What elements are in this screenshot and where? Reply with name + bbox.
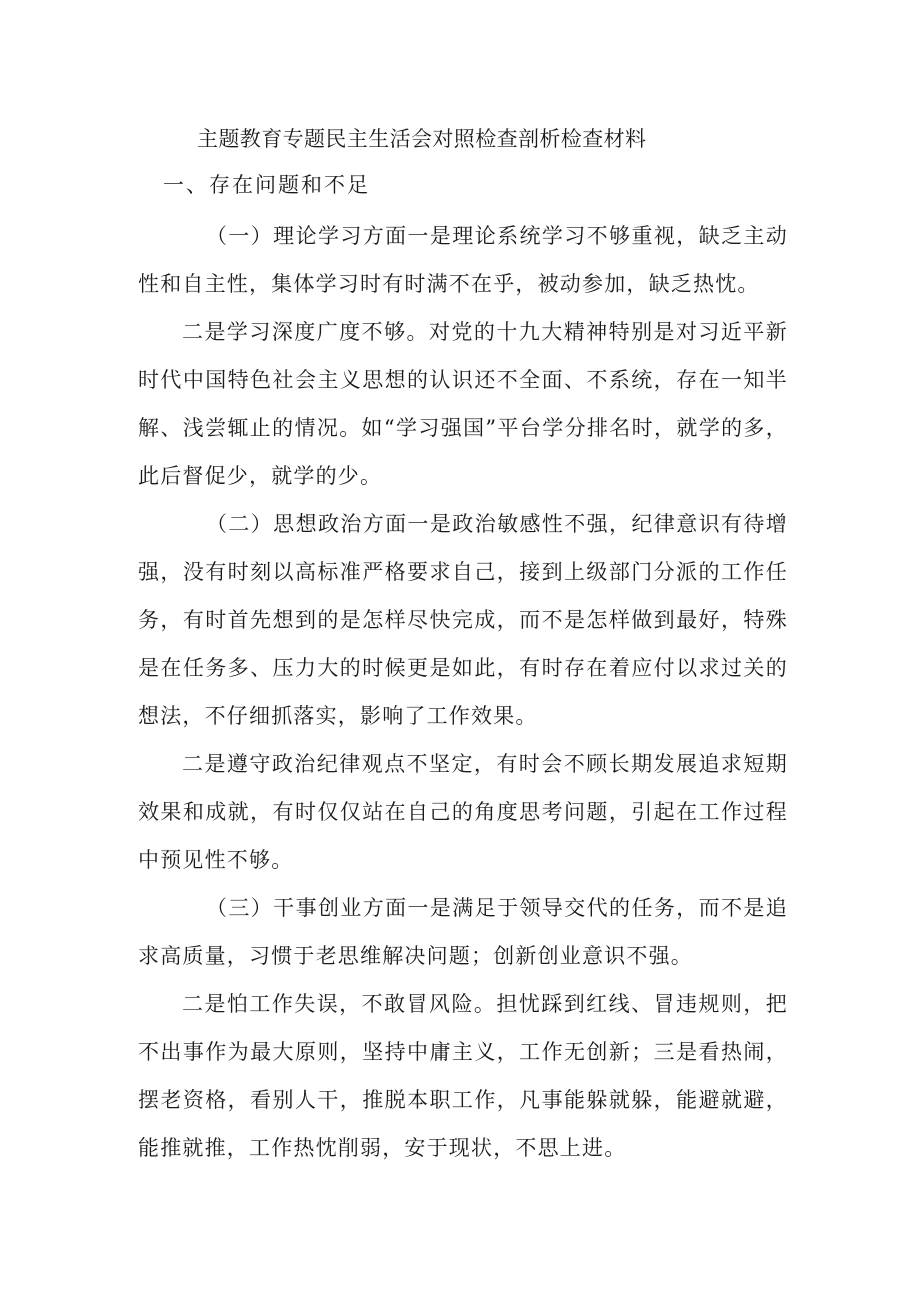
section-heading: 一、存在问题和不足	[163, 173, 370, 197]
document-title: 主题教育专题民主生活会对照检查剖析检查材料	[197, 127, 647, 151]
paragraph-theory-study-1: （一）理论学习方面一是理论系统学习不够重视，缺乏主动性和自主性，集体学习时有时满不在乎，被动参加，缺乏热忱。	[138, 224, 788, 296]
paragraph-political-thought-2: 二是遵守政治纪律观点不坚定，有时会不顾长期发展追求短期效果和成就，有时仅仅站在自己的角度思考问题，引起在工作过程中预见性不够。	[138, 752, 788, 872]
paragraph-entrepreneurship-1: （三）干事创业方面一是满足于领导交代的任务，而不是追求高质量，习惯于老思维解决问题；创新创业意识不强。	[138, 896, 788, 968]
paragraph-political-thought-1: （二）思想政治方面一是政治敏感性不强，纪律意识有待增强，没有时刻以高标准严格要求自己，接到上级部门分派的工作任务，有时首先想到的是怎样尽快完成，而不是怎样做到最好，特殊是在任务多、压力大的时候更是如此，有时存在着应付以求过关的想法，不仔细抓落实，影响了工作效果。	[138, 512, 788, 728]
paragraph-theory-study-2: 二是学习深度广度不够。对党的十九大精神特别是对习近平新时代中国特色社会主义思想的认识还不全面、不系统，存在一知半解、浅尝辄止的情况。如“学习强国”平台学分排名时，就学的多，此后督促少，就学的少。	[138, 320, 788, 488]
paragraph-entrepreneurship-2: 二是怕工作失误，不敢冒风险。担忧踩到红线、冒违规则，把不出事作为最大原则，坚持中庸主义，工作无创新；三是看热闹，摆老资格，看别人干，推脱本职工作，凡事能躲就躲，能避就避，能推就推，工作热忱削弱，安于现状，不思上进。	[138, 992, 788, 1160]
